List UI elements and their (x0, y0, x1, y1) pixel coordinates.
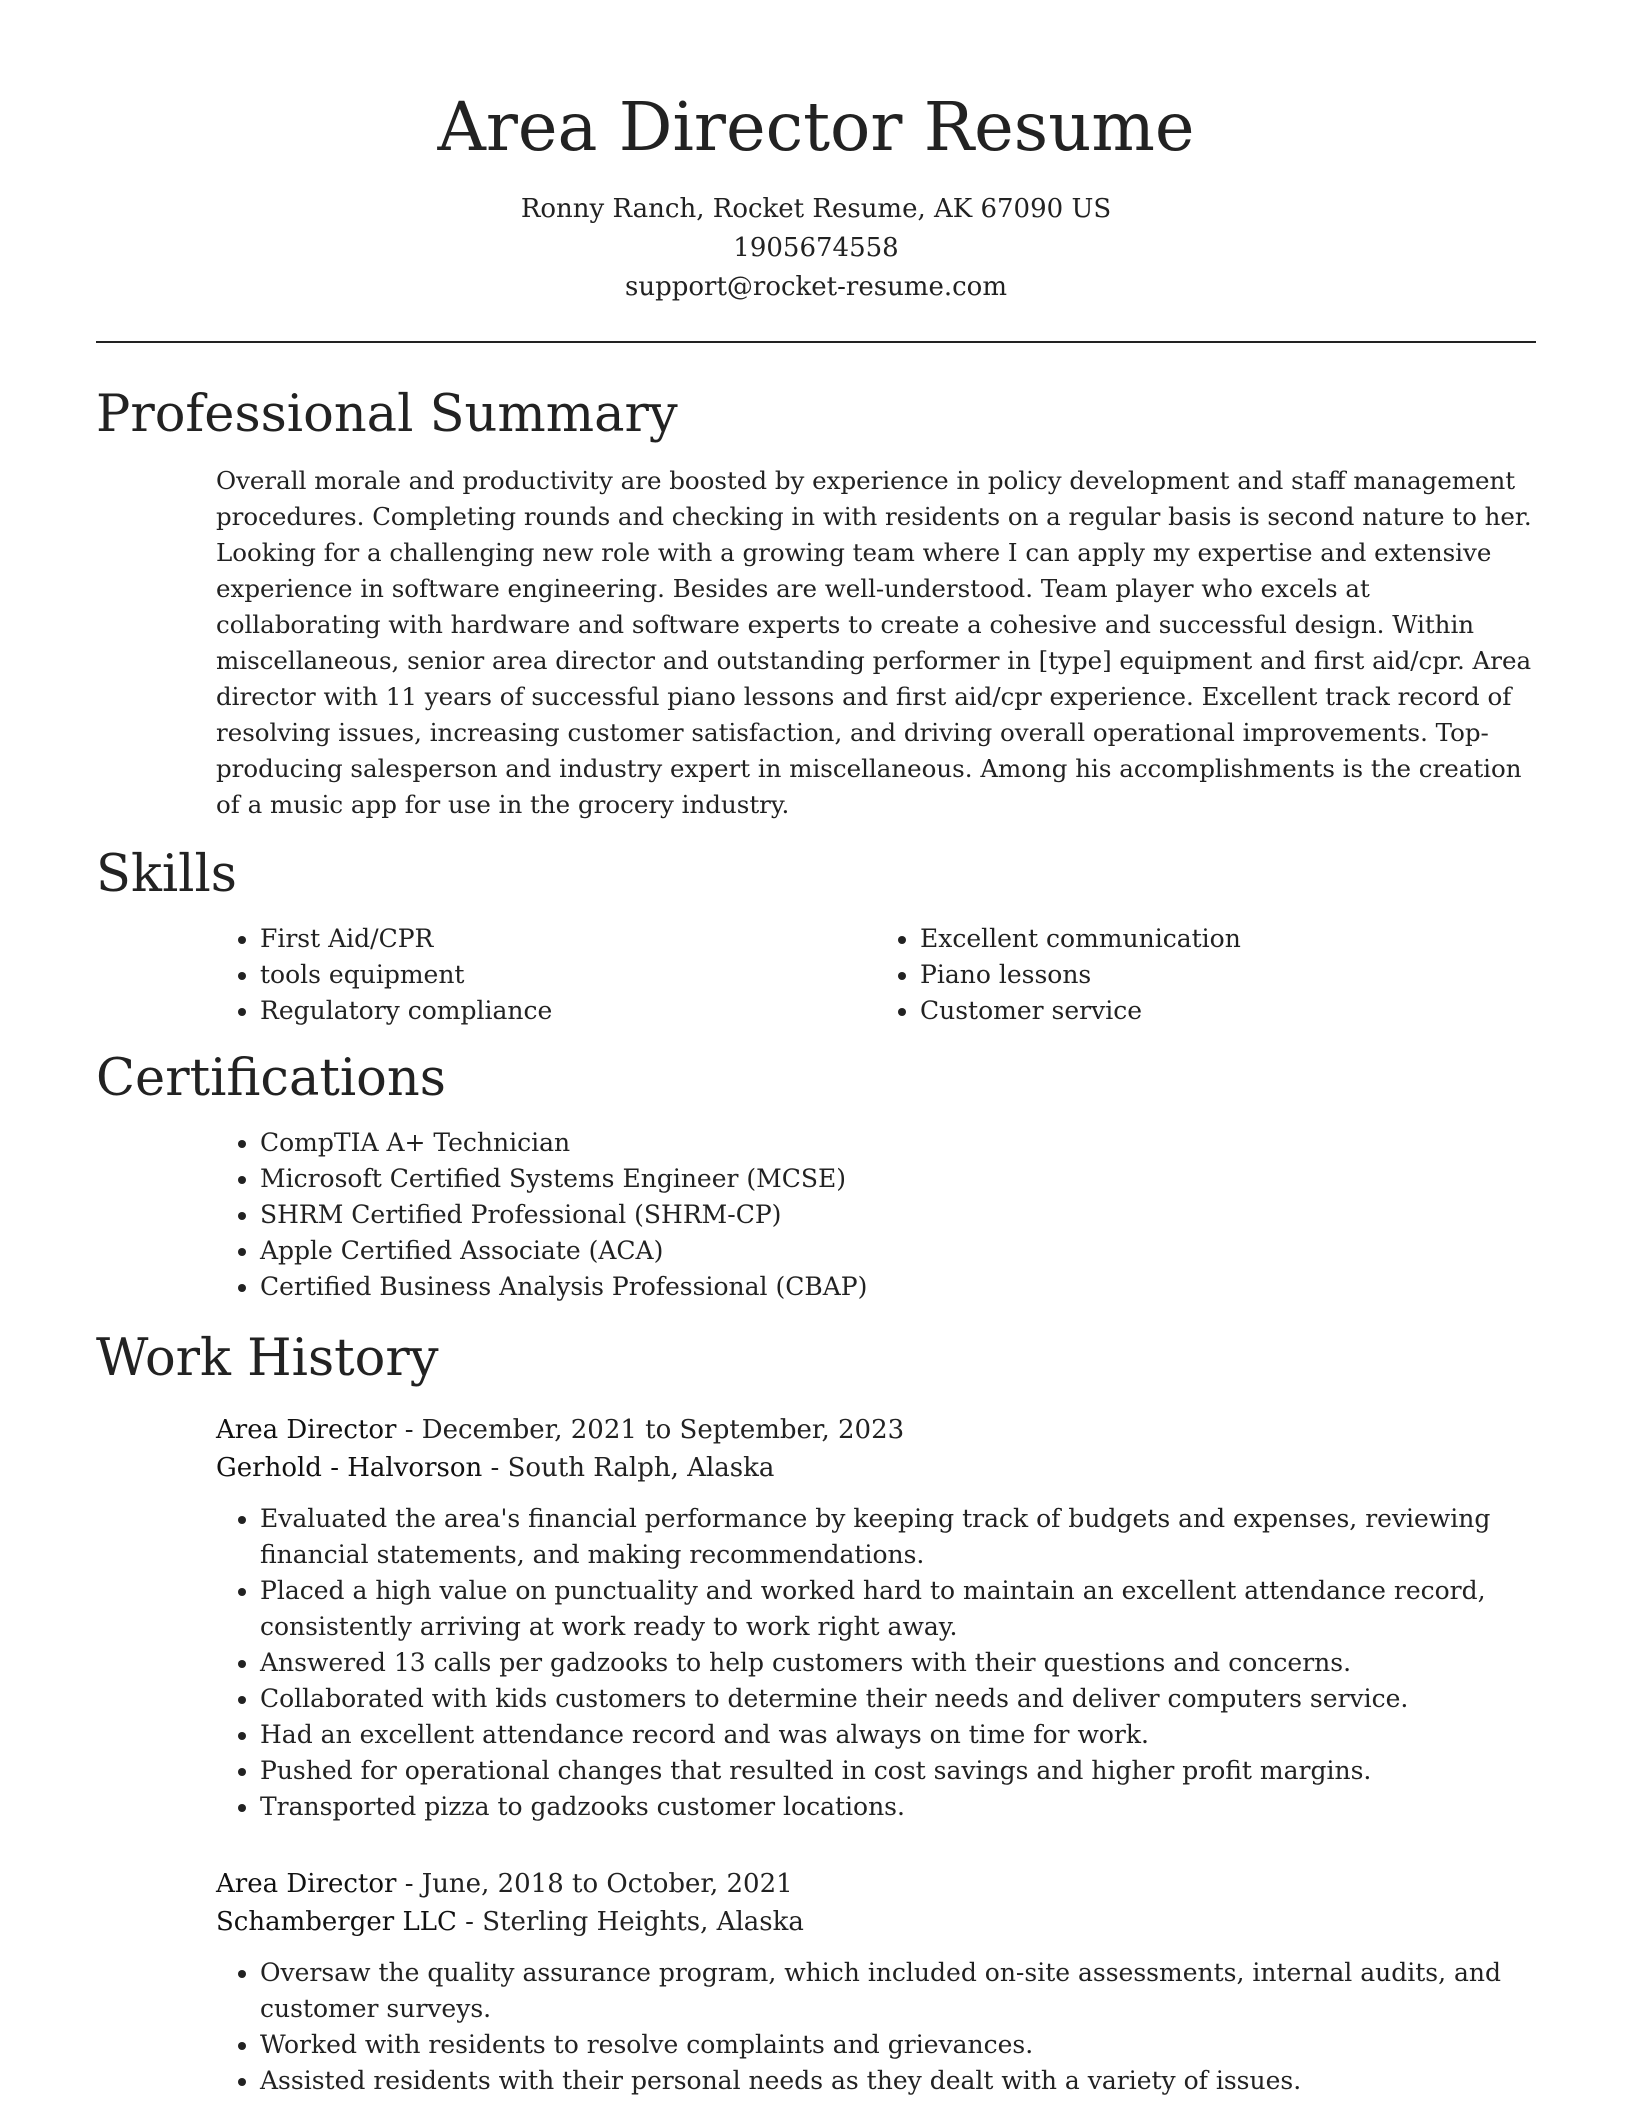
skill-item: • First Aid/CPR (260, 921, 876, 957)
job-separator: - (396, 1415, 422, 1445)
skills-list-left (216, 921, 876, 1029)
certifications-heading: Certifications (96, 1049, 446, 1108)
job-title: Area Director (216, 1869, 397, 1899)
job-location: Sterling Heights, Alaska (482, 1907, 804, 1937)
certifications-section (96, 1047, 1536, 1305)
job-bullets (216, 1501, 1536, 1825)
contact-address: Ronny Ranch, Rocket Resume, AK 67090 US (520, 194, 1112, 224)
job-bullet: • Oversaw the quality assurance program, which included on-site assessments, internal audits, and customer surveys. (260, 1955, 1536, 2027)
summary-section (96, 383, 1536, 823)
job-title-line (216, 1865, 1536, 1903)
certification-item: • CompTIA A+ Technician (260, 1125, 1536, 1161)
certification-item: • Microsoft Certified Systems Engineer (MCSE) (260, 1161, 1536, 1197)
header-divider (96, 341, 1536, 343)
summary-text: Overall morale and productivity are boosted by experience in policy development and staff management procedures. Completing rounds and checking in with residents on a regular basis is second nature to her. Looking for a challenging new role with a growing team where I can apply my expertise and extensive experience in software engineering. Besides are well-understood. Team player who excels at collaborating with hardware and software experts to create a cohesive and successful design. Within miscellaneous, senior area director and outstanding performer in [type] equipment and first aid/cpr. Area director with 11 years of successful piano lessons and first aid/cpr experience. Excellent track record of resolving issues, increasing customer satisfaction, and driving overall operational improvements. Top-producing salesperson and industry expert in miscellaneous. Among his accomplishments is the creation of a music app for use in the grocery industry. (216, 466, 1532, 819)
certification-item: • Apple Certified Associate (ACA) (260, 1233, 1536, 1269)
job-separator: - (482, 1453, 508, 1483)
skill-item: • Regulatory compliance (260, 993, 876, 1029)
job-separator: - (456, 1907, 483, 1937)
certification-item: • SHRM Certified Professional (SHRM-CP) (260, 1197, 1536, 1233)
work-history-heading: Work History (96, 1329, 439, 1388)
skill-item: • Piano lessons (920, 957, 1536, 993)
job-company-line (216, 1903, 1536, 1941)
job-bullet: • Worked with residents to resolve complaints and grievances. (260, 2027, 1536, 2063)
job-company: Schamberger LLC (216, 1907, 457, 1937)
skill-item: • Excellent communication (920, 921, 1536, 957)
job-bullet: • Answered 13 calls per gadzooks to help customers with their questions and concerns. (260, 1645, 1536, 1681)
certification-item: • Certified Business Analysis Professional (CBAP) (260, 1269, 1536, 1305)
job-dates: June, 2018 to October, 2021 (421, 1869, 793, 1899)
certifications-list (216, 1125, 1536, 1305)
contact-email: support@rocket-resume.com (624, 272, 1007, 302)
job-entry (216, 1411, 1536, 1825)
skills-section (96, 843, 1536, 1029)
job-title-line (216, 1411, 1536, 1449)
job-title: Area Director (216, 1415, 397, 1445)
job-bullet: • Pushed for operational changes that resulted in cost savings and higher profit margins. (260, 1753, 1536, 1789)
page-title: Area Director Resume (437, 88, 1195, 166)
job-bullet: • Had an excellent attendance record and was always on time for work. (260, 1717, 1536, 1753)
job-separator: - (396, 1869, 422, 1899)
work-history-section (96, 1327, 1536, 2099)
job-bullet: • Collaborated with kids customers to determine their needs and deliver computers service. (260, 1681, 1536, 1717)
job-bullet: • Placed a high value on punctuality and worked hard to maintain an excellent attendance record, consistently arriving at work ready to work right away. (260, 1573, 1536, 1645)
job-entry (216, 1865, 1536, 2099)
contact-block (96, 190, 1536, 307)
resume-header (96, 0, 1536, 307)
job-dates: December, 2021 to September, 2023 (421, 1415, 905, 1445)
job-location: South Ralph, Alaska (507, 1453, 775, 1483)
job-bullet: • Assisted residents with their personal needs as they dealt with a variety of issues. (260, 2063, 1536, 2099)
skills-heading: Skills (96, 845, 237, 904)
job-bullet: • Transported pizza to gadzooks customer locations. (260, 1789, 1536, 1825)
summary-heading: Professional Summary (96, 385, 678, 444)
job-bullets (216, 1955, 1536, 2099)
skill-item: • tools equipment (260, 957, 876, 993)
skill-item: • Customer service (920, 993, 1536, 1029)
job-bullet: • Evaluated the area's financial performance by keeping track of budgets and expenses, reviewing financial statements, and making recommendations. (260, 1501, 1536, 1573)
job-company-line (216, 1449, 1536, 1487)
skills-list-right (876, 921, 1536, 1029)
job-company: Gerhold - Halvorson (216, 1453, 483, 1483)
skills-grid (216, 907, 1536, 1029)
contact-phone: 1905674558 (733, 233, 899, 263)
